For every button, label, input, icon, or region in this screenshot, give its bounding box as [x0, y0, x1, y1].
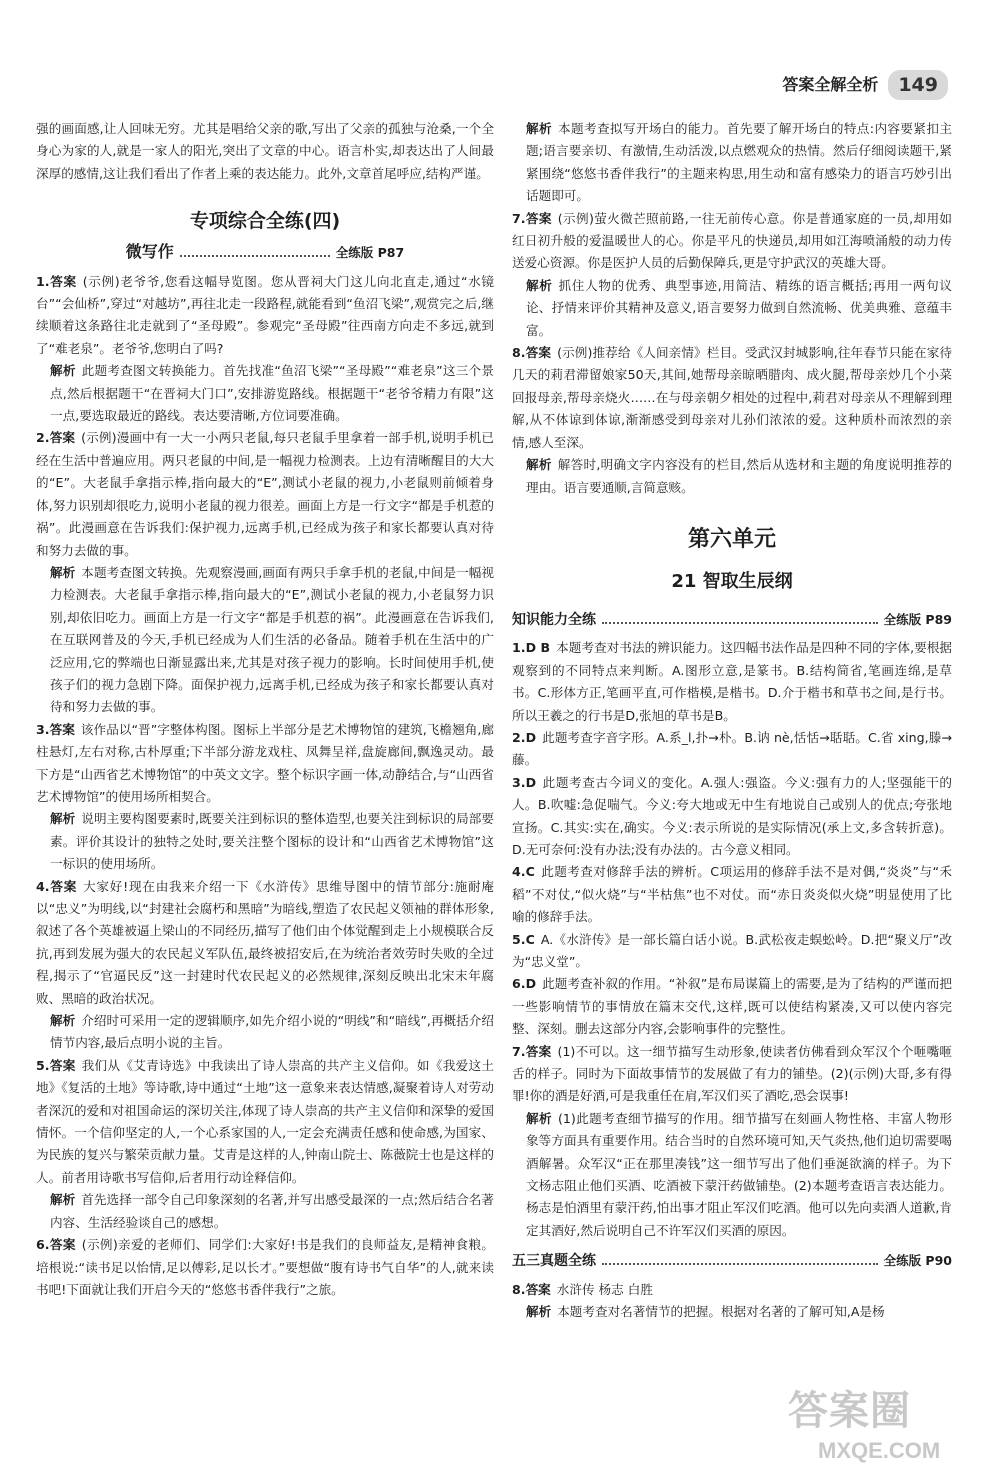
item-text: 此题考查补叙的作用。“补叙”是布局谋篇上的需要,是为了结构的严谨而把一些影响情节的事情放在篇末交代,这样,既可以使结构紧凑,又可以使内容完整、深刻。删去这部分内容,会影响事件的完整性。 [512, 976, 952, 1037]
lesson-title: 21 智取生辰纲 [671, 570, 793, 592]
item-tag: 答案 [49, 1237, 76, 1253]
watermark-site: MXQE.COM [818, 1438, 941, 1463]
item-text: (1)不可以。这一细节描写生动形象,使读者仿佛看到众军汉个个咂嘴咂舌的样子。同时为下面故事情节的发展做了有力的铺垫。(2)(示例)大哥,多有得罪!你的酒是好酒,可是我重任在肩,军汉们买了酒吃,恐会误事! [512, 1043, 953, 1104]
question-item [36, 876, 494, 1010]
item-text: 本题考查对书法的辨识能力。这四幅书法作品是四种不同的字体,要根据观察到的不同特点来判断。A.图形立意,是篆书。B.结构简省,笔画连绵,是草书。C.形体方正,笔画平直,可作楷模,是楷书。D.介于楷书和草书之间,是行书。所以王羲之的行书是D,张旭的草书是B。 [512, 640, 953, 723]
question-item [512, 342, 952, 454]
question-number: 8. [512, 1281, 526, 1297]
left-column [36, 118, 494, 1301]
unit-title: 第六单元 [687, 526, 776, 552]
question-number: 6. [36, 1237, 50, 1253]
question-item [36, 1234, 494, 1301]
item-tag: 解析 [526, 1110, 552, 1126]
item-text: (示例)漫画中有一大一小两只老鼠,每只老鼠手里拿着一部手机,说明手机已经在生活中普遍应用。两只老鼠的中间,是一幅视力检测表。上边有清晰醒目的大大的“E”。大老鼠手拿指示棒,指向最大的“E”,测试小老鼠的视力,小老鼠则前倾着身体,努力识别却很吃力,说明小老鼠的视力很差。画面上方是一行文字“都是手机惹的祸”。此漫画意在告诉我们:保护视力,远离手机,已经成为孩子和家长都要认真对待和努力去做的事。 [36, 430, 494, 558]
item-tag: 解析 [50, 1192, 76, 1208]
item-text: 此题考查字音字形。A.系_l,扑→朴。B.讷 nè,恬恬→聒聒。C.省 xing,滕→藤。 [512, 729, 952, 768]
question-item [512, 929, 952, 974]
dotted-leader [602, 622, 878, 624]
watermark-logo: 答案圈 [788, 1389, 911, 1433]
question-item [512, 208, 952, 275]
question-number: 4. [512, 864, 526, 880]
item-tag: 答案 [525, 1043, 552, 1059]
question-item [36, 271, 494, 361]
dotted-leader [180, 255, 330, 257]
item-tag: D [525, 774, 537, 790]
item-text: 该作品以“晋”字整体构图。图标上半部分是艺术博物馆的建筑,飞檐翘角,廊柱悬灯,左右对称,古朴厚重;下半部分游龙戏柱、凤舞呈祥,盘旋廊间,飘逸灵动。最下方是“山西省艺术博物馆”的中英文文字。整个标识字画一体,动静结合,与“山西省艺术博物馆”的使用场所相契合。 [36, 721, 495, 804]
question-item [36, 1055, 494, 1189]
question-item [512, 1279, 952, 1301]
item-tag: D B [525, 640, 551, 656]
question-number: 7. [512, 210, 526, 226]
item-tag: 答案 [49, 430, 76, 446]
item-tag: 解析 [50, 811, 76, 827]
sub-section-heading-2 [512, 1250, 952, 1272]
question-item [512, 1301, 952, 1323]
question-item [512, 1041, 952, 1108]
item-text: (示例)亲爱的老师们、同学们:大家好!书是我们的良师益友,是精神食粮。培根说:“读书足以怡情,足以傅彩,足以长才。”要想做“腹有诗书气自华”的人,就来读书吧!下面就让我们开启今天的“悠悠书香伴我行”之旅。 [36, 1237, 494, 1297]
question-number: 5. [512, 931, 526, 947]
item-text: 解答时,明确文字内容没有的栏目,然后从选材和主题的角度说明推荐的理由。语言要通顺,言简意赅。 [526, 457, 952, 495]
question-item [36, 1189, 494, 1234]
item-text: 介绍时可采用一定的逻辑顺序,如先介绍小说的“明线”和“暗线”,再概括介绍情节内容,最后点明小说的主旨。 [50, 1013, 495, 1051]
question-number: 5. [36, 1057, 50, 1073]
item-text: 本题考查图文转换。先观察漫画,画面有两只手拿手机的老鼠,中间是一幅视力检测表。大老鼠手拿指示棒,指向最大的“E”,测试小老鼠的视力,小老鼠努力识别,却依旧吃力。画面上方是一行文字“都是手机惹的祸”。此漫画意在告诉我们,在互联网普及的今天,手机已经成为人们生活的必备品。随着手机在生活中的广泛应用,它的弊端也日渐显露出来,尤其是对孩子视力的影响。长时间使用手机,使孩子们的视力急剧下降。面保护视力,远离手机,已经成为孩子和家长都要认真对待和努力去做的事。 [50, 564, 494, 715]
item-tag: 解析 [526, 1304, 552, 1320]
item-tag: 答案 [49, 1057, 76, 1073]
item-text: 本题考查对名著情节的把握。根据对名著的了解可知,A是杨 [557, 1304, 885, 1320]
item-tag: 答案 [49, 878, 78, 894]
question-item [512, 1108, 952, 1242]
item-text: A.《水浒传》是一部长篇白话小说。B.武松夜走蜈蚣岭。D.把“聚义厅”改为“忠义堂”。 [512, 931, 952, 969]
question-number: 2. [36, 430, 50, 446]
item-tag: 答案 [525, 345, 552, 361]
question-item [36, 562, 494, 719]
sub-section-name: 微写作 [125, 242, 174, 262]
item-text: 大家好!现在由我来介绍一下《水浒传》思维导图中的情节部分:施耐庵以“忠义”为明线,以“封建社会腐朽和黑暗”为暗线,塑造了农民起义领袖的群体形象,叙述了各个英雄被逼上梁山的不同经历,描写了他们由个体觉醒到走上小规模联合反抗,再到发展为强大的农民起义军队伍,最终被招安后,在为统治者效劳时失败的全过程,揭示了“官逼民反”这一封建时代农民起义的必然规律,深刻反映出北宋末年腐败、黑暗的政治状况。 [36, 878, 495, 1006]
sub-section-1-ref: 全练版 P89 [883, 611, 952, 627]
question-item [512, 118, 952, 208]
item-tag: 答案 [525, 1281, 551, 1297]
item-text: 抓住人物的优秀、典型事迹,用简洁、精练的语言概括;再用一两句议论、抒情来评价其精神及意义,语言要努力做到自然流畅、优美典雅、意蕴丰富。 [526, 277, 953, 338]
question-item [512, 275, 952, 342]
question-number: 8. [512, 345, 526, 361]
question-item [36, 1010, 494, 1055]
question-item [36, 360, 494, 427]
right-column [512, 118, 952, 1324]
sub-section-ref: 全练版 P87 [335, 245, 405, 261]
question-number: 6. [512, 976, 526, 992]
question-item [36, 427, 494, 561]
item-tag: 解析 [526, 457, 552, 473]
item-text: 首先选择一部令自己印象深刻的名著,并写出感受最深的一点;然后结合名著内容、生活经验谈自己的感想。 [50, 1192, 495, 1230]
question-number: 7. [512, 1043, 526, 1059]
section-title: 专项综合全练(四) [189, 210, 341, 233]
item-tag: 答案 [49, 721, 75, 737]
item-text: 本题考查拟写开场白的能力。首先要了解开场白的特点:内容要紧扣主题;语言要亲切、有激情,生动活泼,以点燃观众的热情。然后仔细阅读题干,紧紧围绕“悠悠书香伴我行”的主题来构思,用生动和富有感染力的语言巧妙引出话题即可。 [526, 121, 952, 204]
question-number: 3. [512, 774, 526, 790]
question-number: 1. [512, 640, 526, 656]
sub-section-heading-1 [512, 609, 952, 631]
page-header [782, 70, 948, 100]
sub-section-1-name: 知识能力全练 [512, 611, 596, 628]
item-text: 此题考查对修辞手法的辨析。C项运用的修辞手法不是对偶,“炎炎”与“禾稻”不对仗,“似火烧”与“半枯焦”也不对仗。而“赤日炎炎似火烧”明显使用了比喻的修辞手法。 [512, 864, 952, 925]
item-tag: 解析 [526, 277, 553, 293]
intro-paragraph: 强的画面感,让人回味无穷。尤其是唱给父亲的歌,写出了父亲的孤独与沧桑,一个全身心为家的人,就是一家人的阳光,突出了文章的中心。语言朴实,却表达出了人间最深厚的感情,这让我们看出了作者上乘的表达能力。此外,文章首尾呼应,结构严谨。 [36, 121, 494, 181]
left-item-list [36, 271, 494, 1302]
item-text: 此题考查古今词义的变化。A.强人:强盗。今义:强有力的人;坚强能干的人。B.吹嘘:急促喘气。今义:夸大地或无中生有地说自己或别人的优点;夸张地宣扬。C.其实:实在,确实。今义:表示所说的是实际情况(承上文,多含转折意)。D.无可奈何:没有办法;没有办法的。古今意义相同。 [512, 774, 952, 857]
item-tag: 答案 [49, 273, 77, 289]
question-item [512, 772, 952, 862]
item-text: (1)此题考查细节描写的作用。细节描写在刻画人物性格、丰富人物形象等方面具有重要作用。结合当时的自然环境可知,天气炎热,他们迫切需要喝酒解暑。众军汉“正在那里凑钱”这一细节写出了他们垂涎欲滴的样子。为下文杨志阻止他们买酒、吃酒被下蒙汗药做铺垫。(2)本题考查语言表达能力。杨志是怕酒里有蒙汗药,怕出事才阻止军汉们吃酒。他可以先向卖酒人道歉,肯定其酒好,然后说明自己不许军汉们买酒的原因。 [526, 1110, 953, 1238]
header-title: 答案全解全析 [782, 74, 879, 94]
item-text: 我们从《艾青诗选》中我读出了诗人崇高的共产主义信仰。如《我爱这土地》《复活的土地》等诗歌,诗中通过“土地”这一意象来表达情感,凝聚着诗人对劳动者深沉的爱和对祖国命运的深切关注,体现了诗人崇高的共产主义信仰和深挚的爱国情怀。一个信仰坚定的人,一个心系家国的人,一定会充满责任感和使命感,为国家、为民族的复兴与繁荣贡献力量。艾青是这样的人,钟南山院士、陈薇院士也是这样的人。前者用诗歌书写信仰,后者用行动诠释信仰。 [36, 1057, 495, 1185]
sub-section-2-name: 五三真题全练 [512, 1253, 596, 1270]
item-tag: D [525, 976, 537, 992]
page-number: 149 [888, 70, 948, 100]
item-tag: D [525, 729, 537, 745]
dotted-leader [602, 1263, 878, 1265]
item-tag: 解析 [50, 564, 76, 580]
item-tag: 解析 [526, 121, 552, 136]
item-tag: 解析 [50, 1013, 76, 1029]
question-item [512, 973, 952, 1040]
item-text: 此题考查图文转换能力。首先找准“鱼沼飞梁”“圣母殿”“难老泉”这三个景点,然后根据题干“在晋祠大门口”,安排游览路线。根据题干“老爷爷精力有限”这一点,要选取最近的路线。表达要清晰,方位词要准确。 [50, 363, 494, 424]
right-item-list-mid [512, 637, 952, 1242]
item-tag: C [525, 864, 535, 880]
sub-section-heading [36, 241, 494, 264]
right-item-list-bottom [512, 1279, 952, 1324]
question-item [512, 637, 952, 727]
item-text: 水浒传 杨志 白胜 [556, 1281, 653, 1297]
item-tag: 答案 [525, 210, 552, 226]
question-item [36, 808, 494, 875]
item-text: (示例)老爷爷,您看这幅导览图。您从晋祠大门这儿向北直走,通过“水镜台”“会仙桥”,穿过“对越坊”,再往北走一段路程,就能看到“鱼沼飞梁”,观赏完之后,继续顺着这条路往北走就到了“圣母殿”。参观完“圣母殿”往西南方向走不多远,就到了“难老泉”。老爷爷,您明白了吗? [36, 273, 495, 356]
question-number: 4. [36, 878, 50, 894]
item-text: (示例)萤火微芒照前路,一往无前传心意。你是普通家庭的一员,却用如红日初升般的爱温暖世人的心。你是平凡的快递员,却用如江海喷涌般的动力传送爱心资源。你是医护人员的后勤保障兵,更是守护武汉的英雄大哥。 [512, 210, 952, 271]
question-number: 2. [512, 729, 526, 745]
question-number: 3. [36, 721, 50, 737]
right-item-list-top [512, 118, 952, 499]
item-text: 说明主要构图要素时,既要关注到标识的整体造型,也要关注到标识的局部要素。评价其设计的独特之处时,要关注整个图标的设计和“山西省艺术博物馆”这一标识的使用场所。 [50, 811, 494, 872]
sub-section-2-ref: 全练版 P90 [883, 1253, 952, 1269]
question-item [512, 454, 952, 499]
item-tag: C [525, 931, 535, 947]
question-item [36, 719, 494, 809]
question-number: 1. [36, 273, 50, 289]
item-tag: 解析 [50, 363, 76, 379]
item-text: (示例)推荐给《人间亲情》栏目。受武汉封城影响,往年春节只能在家待几天的莉君滞留娘家50天,其间,她帮母亲晾晒腊肉、成火腿,帮母亲炒几个小菜回报母亲,帮母亲烧火……在与母亲朝夕相处的过程中,莉君对母亲从不理解到理解,从不体谅到体谅,渐渐感受到母亲对儿孙们浓浓的爱。这种质朴而浓烈的亲情,感人至深。 [512, 345, 952, 450]
question-item [512, 861, 952, 928]
question-item [512, 727, 952, 772]
